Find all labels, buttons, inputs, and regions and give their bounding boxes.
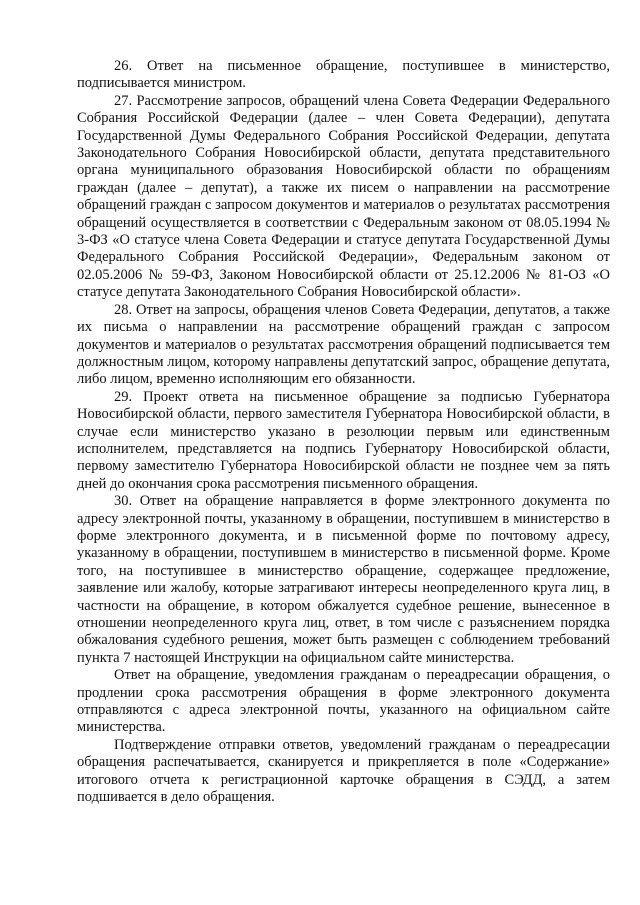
paragraph-30: 30. Ответ на обращение направляется в форме электронного документа по адресу электронной почты, указанному в обращении, поступившем в министерство в форме электронного документа, и в письменной форме по почтовому адресу, указанному в обращении, поступившем в министерство в письменной форме. Кроме того, на поступившее в министерство обращение, содержащее предложение, заявление или жалобу, которые затрагивают интересы неопределенного круга лиц, в частности на обращение, в котором обжалуется судебное решение, вынесенное в отношении неопределенного круга лиц, ответ, в том числе с разъяснением порядка обжалования судебного решения, может быть размещен с соблюдением требований пункта 7 настоящей Инструкции на официальном сайте министерства. [77,493,610,666]
paragraph-dispatch-confirmation: Подтверждение отправки ответов, уведомлений гражданам о переадресации обращения распечатывается, сканируется и прикрепляется в поле «Содержание» итогового отчета к регистрационной карточке обращения в СЭДД, а затем подшивается в дело обращения. [77,736,610,806]
paragraph-29: 29. Проект ответа на письменное обращение за подписью Губернатора Новосибирской области, первого заместителя Губернатора Новосибирской области, в случае если министерство указано в резолюции первым или единственным исполнителем, представляется на подпись Губернатору Новосибирской области, первому заместителю Губернатора Новосибирской области не позднее чем за пять дней до окончания срока рассмотрения письменного обращения. [77,388,610,492]
paragraph-27: 27. Рассмотрение запросов, обращений члена Совета Федерации Федерального Собрания Российской Федерации (далее – член Совета Федерации), депутата Государственной Думы Федерального Собрания Российской Федерации, депутата Законодательного Собрания Новосибирской области, депутата представительного органа муниципального образования Новосибирской области по обращениям граждан (далее – депутат), а также их писем о направлении на рассмотрение обращений граждан с запросом документов и материалов о результатах рассмотрения обращений осуществляется в соответствии с Федеральным законом от 08.05.1994 № 3-ФЗ «О статусе члена Совета Федерации и статусе депутата Государственной Думы Федерального Собрания Российской Федерации», Федеральным законом от 02.05.2006 № 59-ФЗ, Законом Новосибирской области от 25.12.2006 № 81-ОЗ «О статусе депутата Законодательного Собрания Новосибирской области». [77,92,610,301]
paragraph-electronic-reply: Ответ на обращение, уведомления гражданам о переадресации обращения, о продлении срока рассмотрения обращения в форме электронного документа отправляются с адреса электронной почты, указанного на официальном сайте министерства. [77,667,610,736]
document-page [77,58,610,806]
paragraph-28: 28. Ответ на запросы, обращения членов Совета Федерации, депутатов, а также их письма о направлении на рассмотрение обращений граждан с запросом документов и материалов о результатах рассмотрения обращений подписывается тем должностным лицом, которому направлены депутатский запрос, обращение депутата, либо лицом, временно исполняющим его обязанности. [77,301,610,388]
paragraph-26: 26. Ответ на письменное обращение, поступившее в министерство, подписывается министром. [77,58,610,92]
